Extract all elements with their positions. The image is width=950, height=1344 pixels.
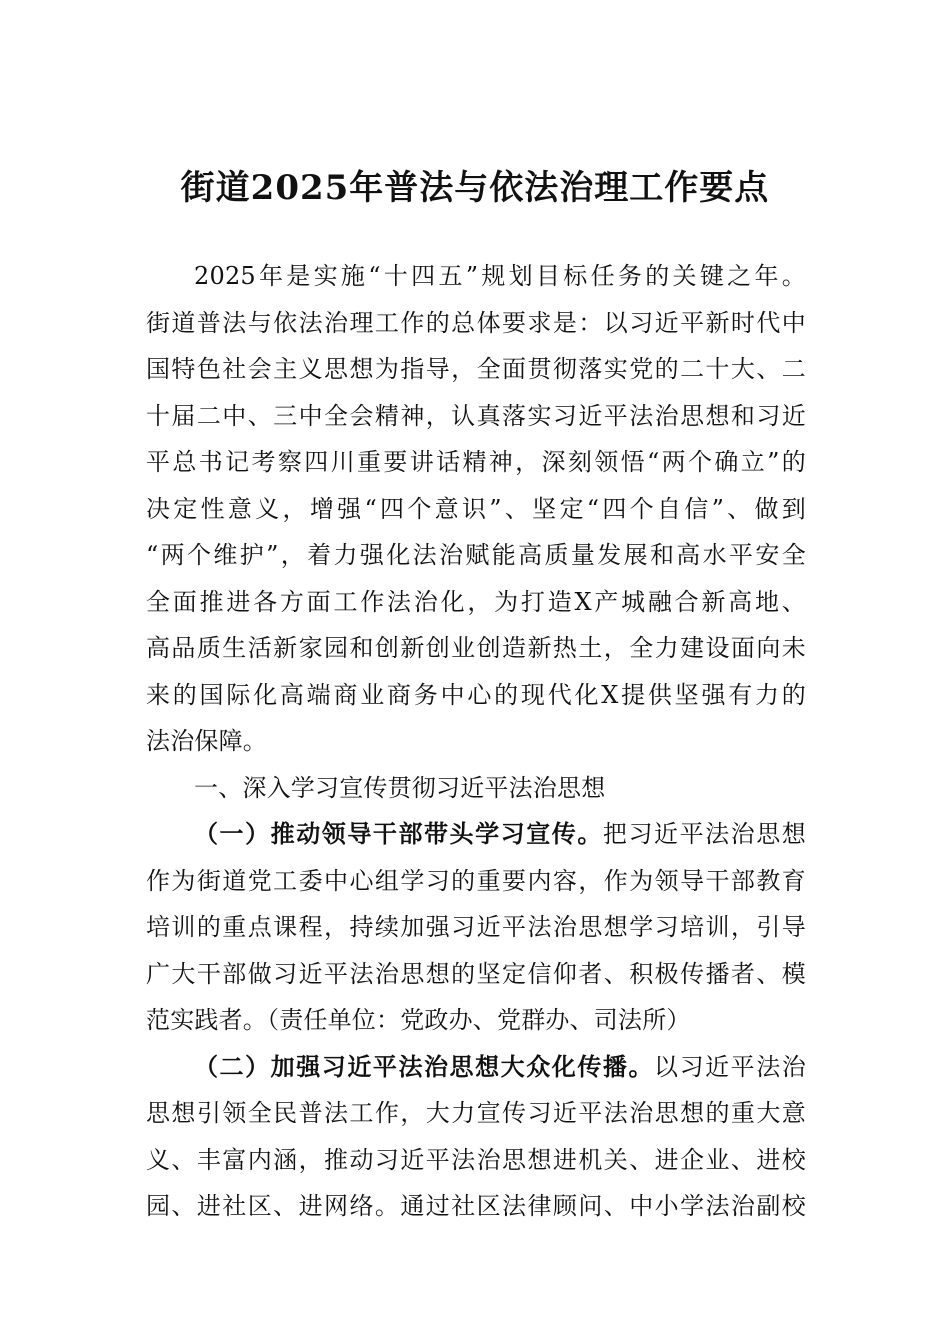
text-line: 街道普法与依法治理工作的总体要求是：以习近平新时代中 <box>146 308 806 337</box>
text-line <box>146 811 806 858</box>
text-line: 法治保障。 <box>146 727 267 755</box>
text-line: 国特色社会主义思想为指导，全面贯彻落实党的二十大、二 <box>146 355 806 383</box>
item-paragraph-1 <box>146 811 806 1044</box>
text-line: 范实践者。（责任单位：党政办、党群办、司法所） <box>146 1006 691 1034</box>
document-body <box>146 253 806 1230</box>
text-line: 义、丰富内涵，推动习近平法治思想进机关、进企业、进校 <box>146 1145 806 1174</box>
intro-paragraph <box>146 253 806 765</box>
text-line: 园、进社区、进网络。通过社区法律顾问、中小学法治副校 <box>146 1192 806 1220</box>
text-line: 作为街道党工委中心组学习的重要内容，作为领导干部教育 <box>146 866 806 895</box>
document-title: 街道2025年普法与依法治理工作要点 <box>180 168 770 208</box>
item-text: 把习近平法治思想 <box>602 820 806 848</box>
item-paragraph-2 <box>146 1044 806 1230</box>
text-line: 来的国际化高端商业商务中心的现代化X提供坚强有力的 <box>146 680 806 709</box>
text-line: “两个维护”，着力强化法治赋能高质量发展和高水平安全 <box>146 541 806 569</box>
text-line: 培训的重点课程，持续加强习近平法治思想学习培训，引导 <box>146 913 806 941</box>
text-line: 全面推进各方面工作法治化，为打造X产城融合新高地、 <box>146 587 806 616</box>
item-text: 以习近平法治 <box>654 1052 806 1081</box>
text-line: 2025年是实施“十四五”规划目标任务的关键之年。 <box>194 262 806 290</box>
text-line: 高品质生活新家园和创新创业创造新热土，全力建设面向未 <box>146 634 806 662</box>
item-lead: （二）加强习近平法治思想大众化传播。 <box>194 1051 655 1081</box>
text-line: 平总书记考察四川重要讲话精神，深刻领悟“两个确立”的 <box>146 448 806 476</box>
item-lead: （一）推动领导干部带头学习宣传。 <box>194 819 603 848</box>
text-line <box>146 1044 806 1091</box>
text-line: 思想引领全民普法工作，大力宣传习近平法治思想的重大意 <box>146 1099 806 1127</box>
section-heading: 一、深入学习宣传贯彻习近平法治思想 <box>194 773 606 802</box>
text-line: 决定性意义，增强“四个意识”、坚定“四个自信”、做到 <box>146 494 806 523</box>
text-line: 十届二中、三中全会精神，认真落实习近平法治思想和习近 <box>146 401 806 430</box>
text-line: 广大干部做习近平法治思想的坚定信仰者、积极传播者、模 <box>146 959 806 988</box>
